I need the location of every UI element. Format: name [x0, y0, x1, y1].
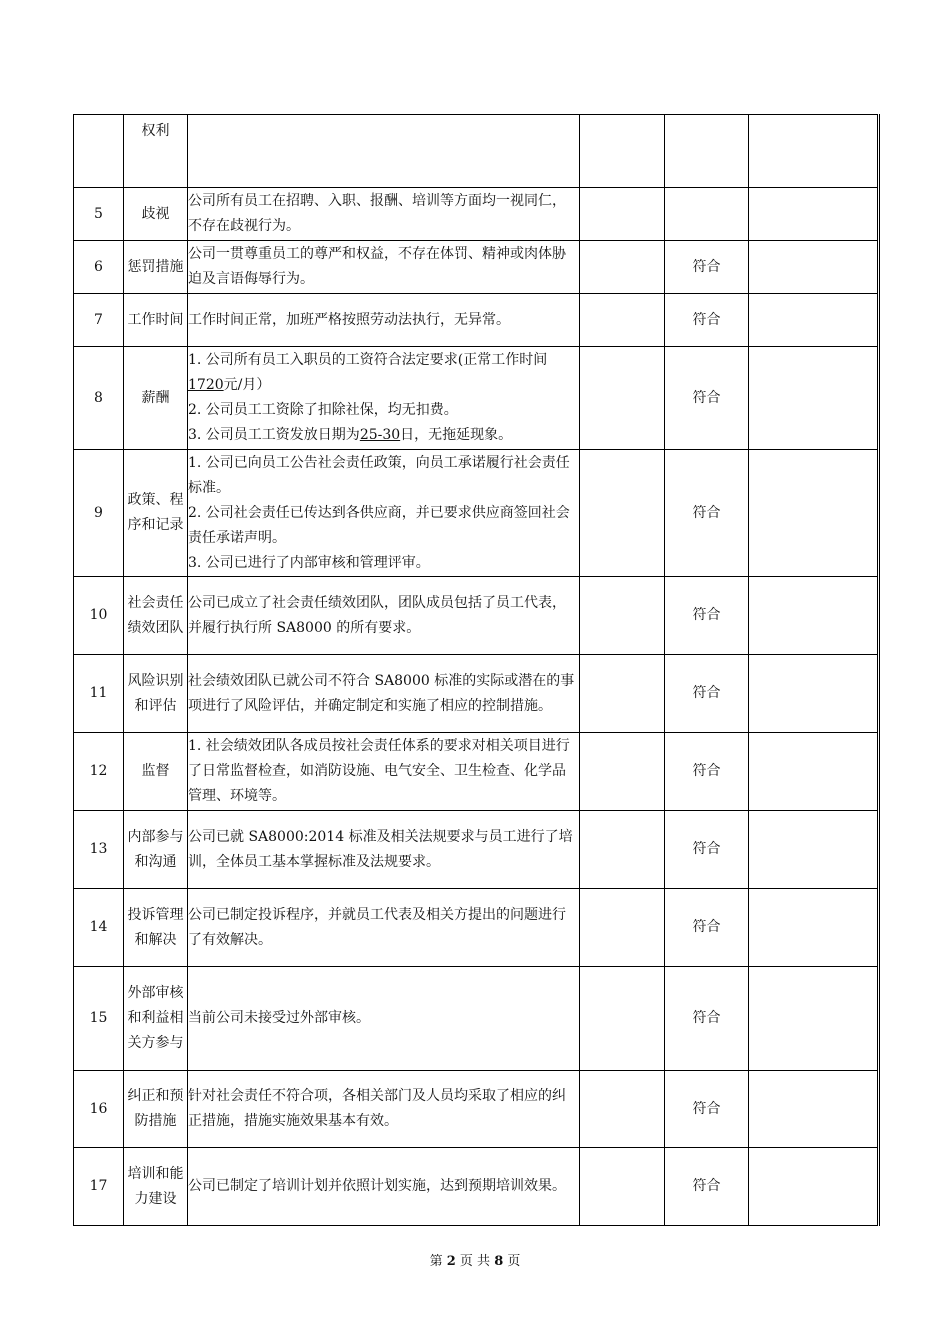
row-item: 投诉管理和解决 [124, 889, 188, 967]
row-item: 监督 [124, 733, 188, 811]
row-result: 符合 [665, 655, 749, 733]
row-blank-cell [580, 450, 665, 577]
row-blank-cell [580, 1071, 665, 1148]
row-description [188, 188, 580, 241]
row-remark-cell [749, 577, 879, 655]
row-item: 工作时间 [124, 294, 188, 347]
description-line: 公司所有员工在招聘、入职、报酬、培训等方面均一视同仁，不存在歧视行为。 [188, 193, 566, 234]
description-line: 3. 公司已进行了内部审核和管理评审。 [188, 554, 430, 571]
row-description [188, 347, 580, 450]
row-remark-cell [749, 1071, 879, 1148]
row-number: 17 [74, 1148, 124, 1226]
row-number: 13 [74, 811, 124, 889]
table-row [74, 733, 879, 811]
table-row [74, 811, 879, 889]
table-row [74, 1148, 879, 1226]
row-remark-cell [749, 450, 879, 577]
row-result: 符合 [665, 967, 749, 1071]
row-description [188, 241, 580, 294]
table-row [74, 241, 879, 294]
description-line: 公司已成立了社会责任绩效团队，团队成员包括了员工代表，并履行执行所 SA8000 的所有要求。 [188, 594, 566, 636]
row-item: 薪酬 [124, 347, 188, 450]
total-page-number: 8 [494, 1254, 504, 1269]
row-item: 社会责任绩效团队 [124, 577, 188, 655]
row-remark-cell [749, 655, 879, 733]
table-row [74, 967, 879, 1071]
row-blank-cell [580, 241, 665, 294]
row-number: 14 [74, 889, 124, 967]
row-item: 歧视 [124, 188, 188, 241]
row-description [188, 967, 580, 1071]
audit-table [73, 114, 880, 1226]
description-line: 2. 公司社会责任已传达到各供应商，并已要求供应商签回社会责任承诺声明。 [188, 504, 570, 546]
current-page-number: 2 [446, 1254, 456, 1269]
row-item: 培训和能力建设 [124, 1148, 188, 1226]
row-blank-cell [580, 733, 665, 811]
row-blank-cell [580, 967, 665, 1071]
table-row [74, 450, 879, 577]
description-line: 工作时间正常，加班严格按照劳动法执行，无异常。 [188, 311, 510, 328]
table-row [74, 655, 879, 733]
description-line: 公司已制定了培训计划并依照计划实施，达到预期培训效果。 [188, 1178, 566, 1194]
row-blank-cell [580, 115, 665, 188]
row-remark-cell [749, 241, 879, 294]
row-result: 符合 [665, 1071, 749, 1148]
row-number: 16 [74, 1071, 124, 1148]
row-result: 符合 [665, 450, 749, 577]
row-result: 符合 [665, 294, 749, 347]
description-line: 2. 公司员工工资除了扣除社保，均无扣费。 [188, 402, 458, 418]
row-description [188, 577, 580, 655]
table-row [74, 347, 879, 450]
row-remark-cell [749, 115, 879, 188]
description-text: 元/月） [223, 377, 271, 393]
row-result: 符合 [665, 577, 749, 655]
row-remark-cell [749, 347, 879, 450]
row-item: 惩罚措施 [124, 241, 188, 294]
footer-mid: 页 共 [459, 1254, 491, 1269]
table-row [74, 577, 879, 655]
description-text: 1. 公司所有员工入职员的工资符合法定要求(正常工作时间 [188, 352, 548, 368]
row-description [188, 1148, 580, 1226]
row-blank-cell [580, 294, 665, 347]
row-item: 纠正和预防措施 [124, 1071, 188, 1148]
row-number: 15 [74, 967, 124, 1071]
row-result: 符合 [665, 241, 749, 294]
row-blank-cell [580, 1148, 665, 1226]
row-result: 符合 [665, 733, 749, 811]
description-line: 公司已就 SA8000:2014 标准及相关法规要求与员工进行了培训，全体员工基本掌握标准及法规要求。 [188, 828, 573, 870]
row-number: 8 [74, 347, 124, 450]
row-number: 9 [74, 450, 124, 577]
description-line: 1. 社会绩效团队各成员按社会责任体系的要求对相关项目进行了日常监督检查，如消防设施、电气安全、卫生检查、化学品管理、环境等。 [188, 738, 570, 804]
row-item: 内部参与和沟通 [124, 811, 188, 889]
row-result [665, 115, 749, 188]
row-number: 10 [74, 577, 124, 655]
row-description [188, 889, 580, 967]
row-description [188, 1071, 580, 1148]
row-result: 符合 [665, 1148, 749, 1226]
footer-suffix: 页 [507, 1254, 521, 1269]
row-remark-cell [749, 188, 879, 241]
description-line [188, 348, 579, 398]
row-description [188, 655, 580, 733]
row-blank-cell [580, 889, 665, 967]
row-description [188, 450, 580, 577]
row-number [74, 115, 124, 188]
row-remark-cell [749, 967, 879, 1071]
row-number: 6 [74, 241, 124, 294]
row-item: 权利 [124, 115, 188, 188]
row-item: 外部审核和利益相关方参与 [124, 967, 188, 1071]
row-description [188, 733, 580, 811]
row-item: 政策、程序和记录 [124, 450, 188, 577]
row-remark-cell [749, 733, 879, 811]
description-text: 3. 公司员工工资发放日期为 [188, 427, 360, 443]
row-number: 12 [74, 733, 124, 811]
description-line: 针对社会责任不符合项，各相关部门及人员均采取了相应的纠正措施，措施实施效果基本有效。 [188, 1088, 566, 1129]
row-number: 11 [74, 655, 124, 733]
page-footer [0, 1250, 950, 1269]
description-text: 日，无拖延现象。 [400, 427, 513, 443]
row-blank-cell [580, 811, 665, 889]
row-remark-cell [749, 1148, 879, 1226]
description-line: 社会绩效团队已就公司不符合 SA8000 标准的实际或潜在的事项进行了风险评估，并确定制定和实施了相应的控制措施。 [188, 672, 575, 714]
row-blank-cell [580, 577, 665, 655]
row-number: 5 [74, 188, 124, 241]
row-blank-cell [580, 188, 665, 241]
row-blank-cell [580, 347, 665, 450]
row-description [188, 115, 580, 188]
row-number: 7 [74, 294, 124, 347]
footer-prefix: 第 [429, 1254, 443, 1269]
table-row [74, 889, 879, 967]
table-row [74, 294, 879, 347]
row-description [188, 811, 580, 889]
row-result: 符合 [665, 889, 749, 967]
description-line: 公司已制定投诉程序，并就员工代表及相关方提出的问题进行了有效解决。 [188, 906, 566, 948]
description-line: 当前公司未接受过外部审核。 [188, 1010, 370, 1026]
table-row [74, 188, 879, 241]
row-result: 符合 [665, 811, 749, 889]
row-item: 风险识别和评估 [124, 655, 188, 733]
table-row [74, 1071, 879, 1148]
description-line: 1. 公司已向员工公告社会责任政策，向员工承诺履行社会责任标准。 [188, 454, 570, 496]
row-remark-cell [749, 889, 879, 967]
row-remark-cell [749, 294, 879, 347]
row-description [188, 294, 580, 347]
wage-amount: 1720 [188, 377, 224, 393]
description-line [188, 423, 579, 448]
pay-date-range: 25-30 [359, 427, 401, 443]
row-remark-cell [749, 811, 879, 889]
table-row [74, 115, 879, 188]
row-blank-cell [580, 655, 665, 733]
description-line: 公司一贯尊重员工的尊严和权益，不存在体罚、精神或肉体胁迫及言语侮辱行为。 [188, 246, 566, 287]
row-result [665, 188, 749, 241]
row-result: 符合 [665, 347, 749, 450]
